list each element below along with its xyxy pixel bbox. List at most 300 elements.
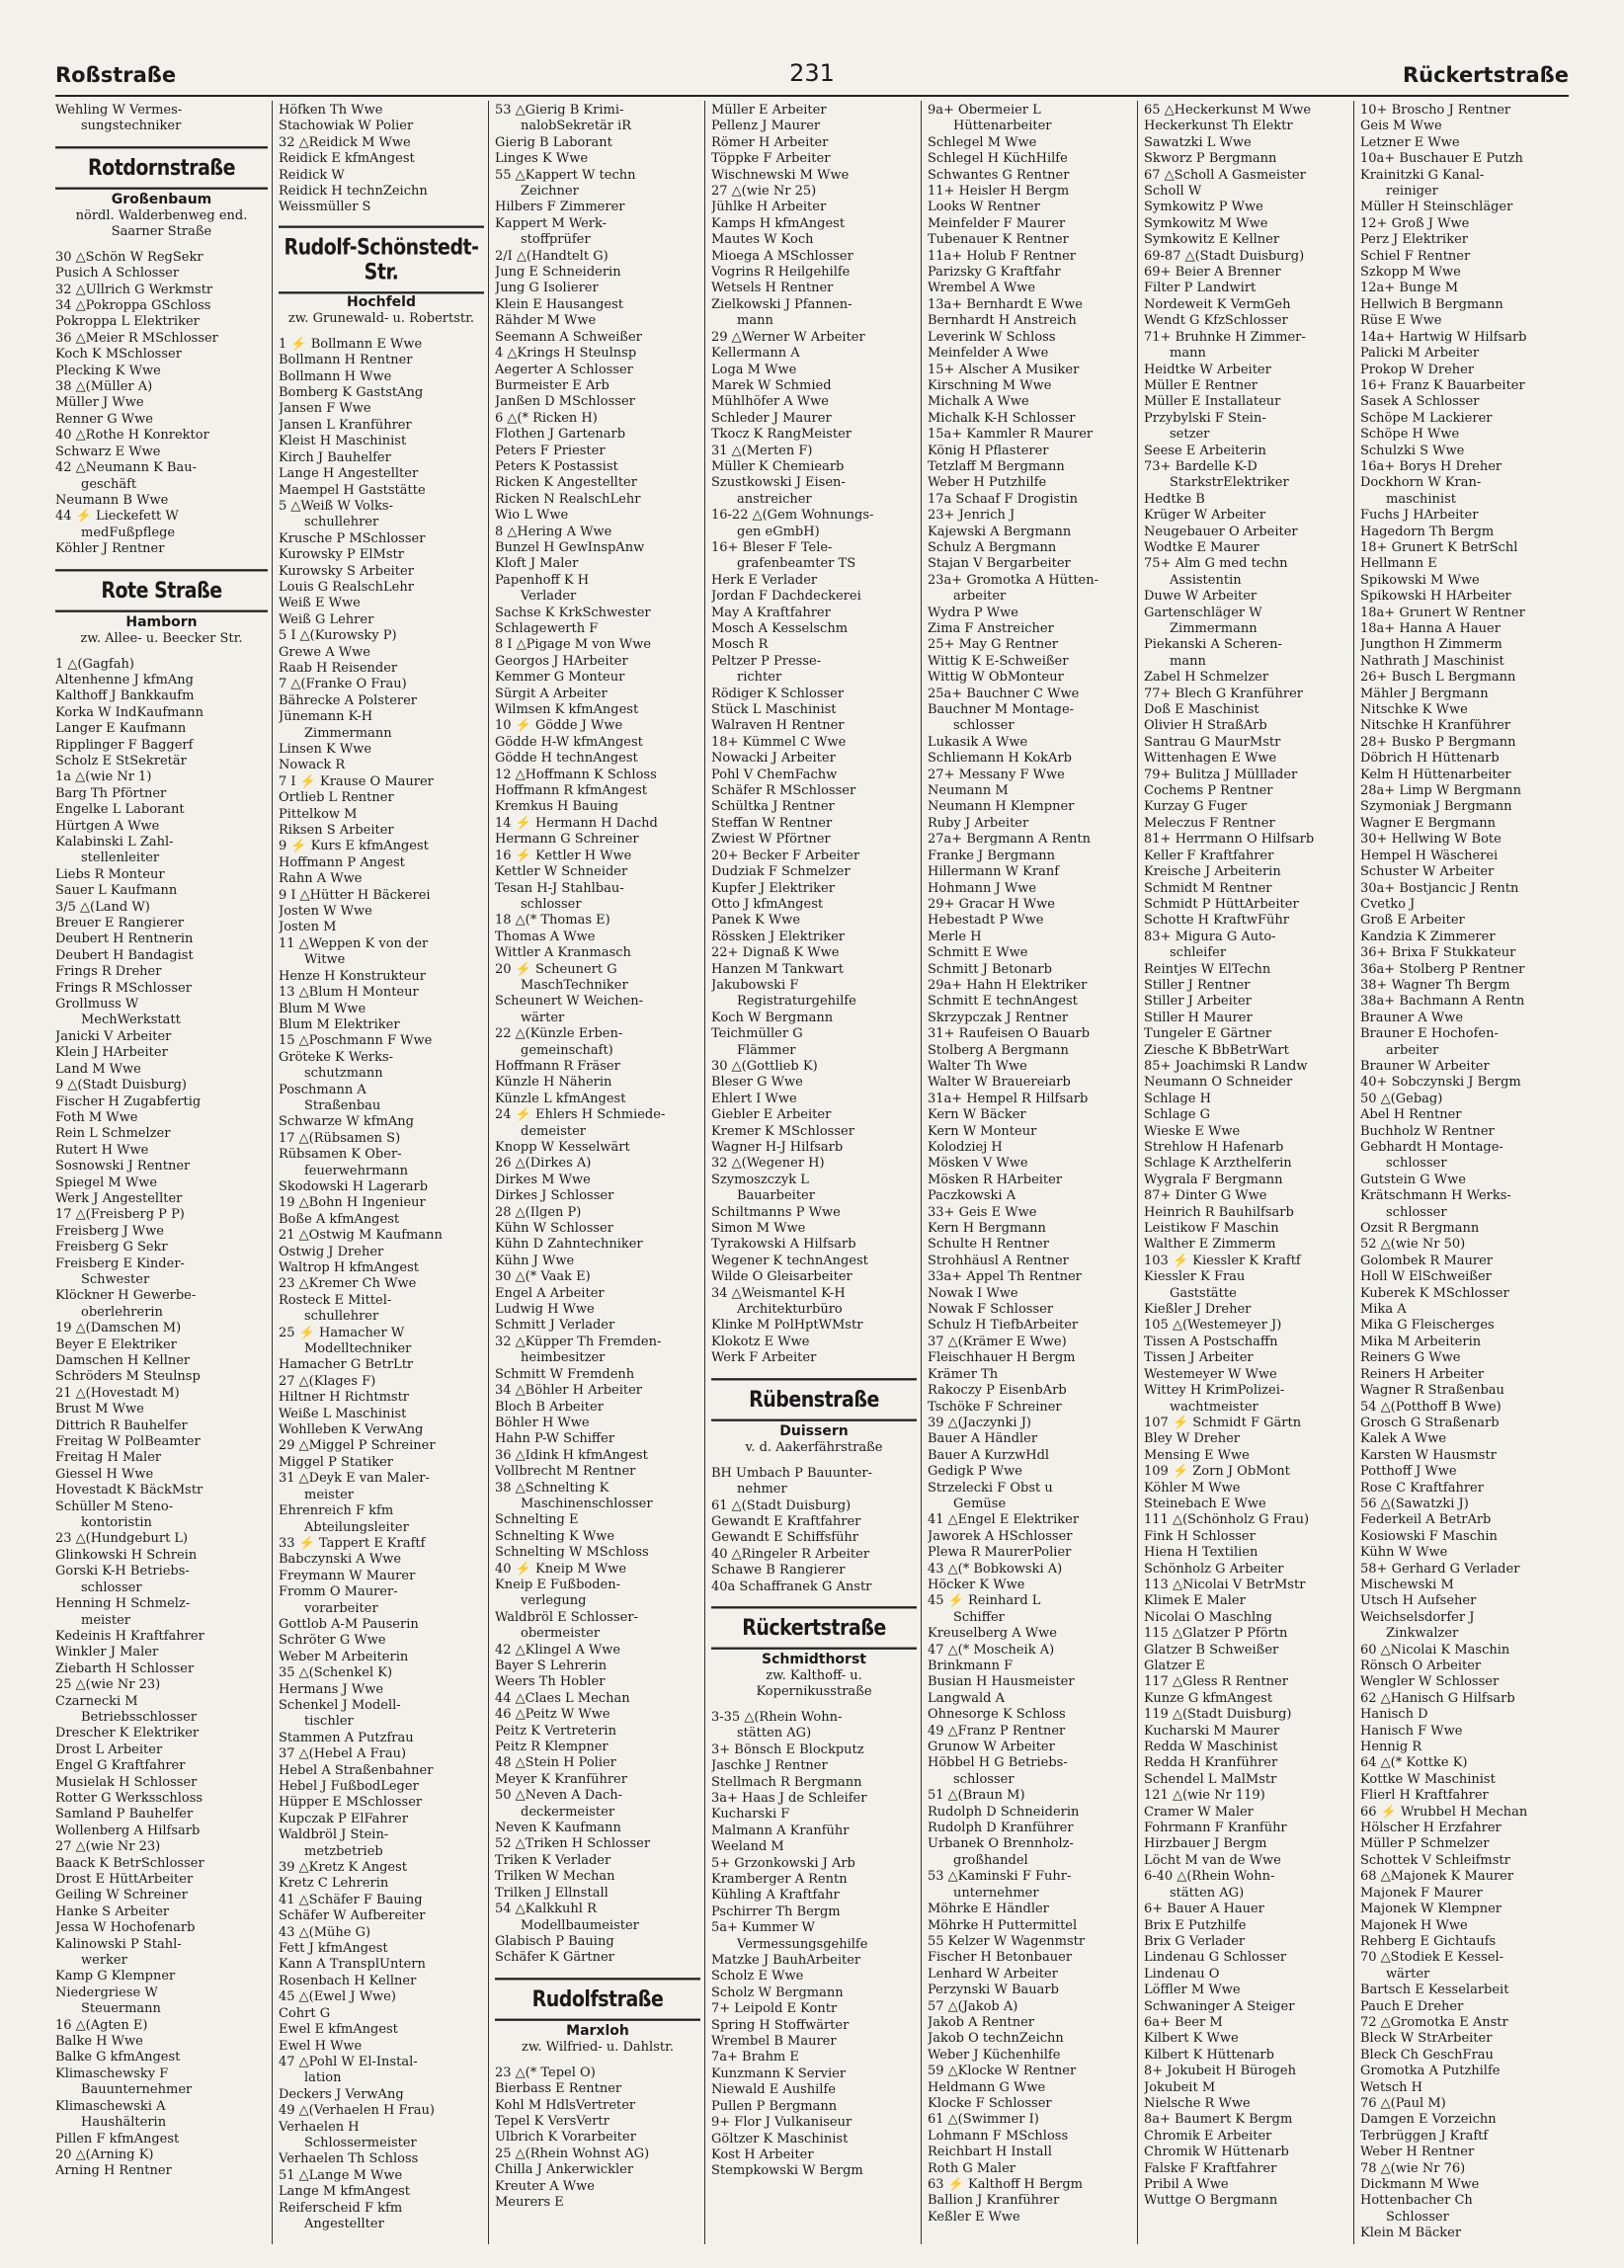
entry-continuation: Schwester xyxy=(81,1271,150,1287)
directory-entry: Engel G Kraftfahrer xyxy=(55,1758,186,1774)
directory-entry: Hanisch D xyxy=(1360,1707,1428,1723)
directory-entry: Schäfer K Gärtner xyxy=(495,1950,614,1966)
header-right-street: Rückertstraße xyxy=(1402,63,1569,87)
directory-entry: Kalthoff J Bankkaufm xyxy=(55,688,195,704)
directory-entry: Künzle L kfmAngest xyxy=(495,1091,626,1106)
directory-entry: Schlagewerth F xyxy=(495,621,599,636)
directory-entry: Müller H Steinschläger xyxy=(1360,200,1513,215)
directory-entry: Aegerter A Schlosser xyxy=(495,362,633,377)
district-label: Hamborn xyxy=(125,613,198,630)
entry-continuation: grafenbeamter TS xyxy=(737,556,856,572)
directory-entry: Bayer S Lehrerin xyxy=(495,1659,608,1673)
entry-continuation: Zimmermann xyxy=(1170,621,1258,636)
directory-entry: Steffan W Rentner xyxy=(711,815,833,831)
directory-entry: Klimaschewsky F xyxy=(55,2066,169,2081)
directory-entry: Zabel H Schmelzer xyxy=(1144,670,1269,686)
directory-entry: 25 △(Rhein Wohnst AG) xyxy=(495,2146,650,2161)
directory-entry: Cramer W Maler xyxy=(1144,1804,1254,1820)
directory-entry: Abel H Rentner xyxy=(1360,1107,1462,1123)
directory-entry: Groß E Arbeiter xyxy=(1360,913,1465,929)
directory-entry: 48 △Stein H Polier xyxy=(495,1755,616,1771)
directory-entry: Potthoff J Wwe xyxy=(1360,1464,1457,1480)
column-7 xyxy=(1353,101,1569,2244)
directory-entry: Löcht M van de Wwe xyxy=(1144,1852,1281,1868)
directory-entry: 32 △Ullrich G Werkmstr xyxy=(55,282,213,297)
directory-entry: 34 △Pokroppa GSchloss xyxy=(55,298,211,314)
directory-entry: 10a+ Buschauer E Putzh xyxy=(1360,151,1523,167)
column-6 xyxy=(1137,101,1353,2244)
directory-entry: Dirkes M Wwe xyxy=(495,1172,591,1187)
district-label: Schmidthorst xyxy=(762,1651,866,1667)
directory-entry: Gödde H technAngest xyxy=(495,751,638,767)
header-left-street: Roßstraße xyxy=(55,63,177,87)
entry-continuation: demeister xyxy=(521,1123,586,1139)
entry-continuation: obermeister xyxy=(521,1626,601,1642)
directory-entry: Kalinowski P Stahl- xyxy=(55,1936,182,1952)
entry-continuation: schleifer xyxy=(1170,945,1227,961)
directory-entry: Rössken J Elektriker xyxy=(711,929,845,944)
directory-entry: Skrzypczak J Rentner xyxy=(928,1010,1069,1025)
directory-entry: Redda H Kranführer xyxy=(1144,1755,1278,1771)
directory-entry: 31+ Raufeisen O Bauarb xyxy=(928,1026,1091,1042)
directory-entry: Papenhoff K H xyxy=(495,572,590,588)
directory-entry: Tungeler E Gärtner xyxy=(1144,1026,1272,1042)
directory-entry: Wittig K E-Schweißer xyxy=(928,653,1069,669)
directory-entry: Herk E Verlader xyxy=(711,572,818,588)
entry-continuation: Maschinenschlosser xyxy=(521,1496,653,1511)
directory-entry: Wittig W ObMonteur xyxy=(928,670,1064,686)
directory-entry: Klimaschewski A xyxy=(55,2098,166,2114)
directory-entry: 5+ Grzonkowski J Arb xyxy=(711,1855,855,1871)
directory-entry: 11 △Weppen K von der xyxy=(279,935,429,951)
directory-entry: Wittenhagen E Wwe xyxy=(1144,751,1277,767)
directory-entry: 22+ Dignaß K Wwe xyxy=(711,945,840,961)
directory-entry: Mähler J Bergmann xyxy=(1360,686,1489,701)
directory-entry: Hiena H Textilien xyxy=(1144,1545,1259,1561)
directory-entry: Ehlert I Wwe xyxy=(711,1091,797,1106)
directory-entry: Hagedorn Th Bergm xyxy=(1360,524,1495,539)
directory-entry: Hiltner H Richtmstr xyxy=(279,1390,410,1406)
directory-entry: Glabisch P Bauing xyxy=(495,1933,614,1949)
directory-entry: Blum M Elektriker xyxy=(279,1016,400,1032)
directory-entry: 38 △Schnelting K xyxy=(495,1480,609,1496)
directory-entry: Gröteke K Werks- xyxy=(279,1049,394,1065)
directory-entry: Hedtke B xyxy=(1144,491,1205,507)
directory-entry: 23 △(* Tepel O) xyxy=(495,2065,596,2080)
directory-entry: Reichbart H Install xyxy=(928,2145,1052,2160)
directory-entry: 19 △(Damschen M) xyxy=(55,1321,182,1336)
directory-entry: Josten M xyxy=(279,920,337,935)
directory-entry: 23+ Jenrich J xyxy=(928,508,1015,524)
directory-entry: 8a+ Baumert K Bergm xyxy=(1144,2112,1293,2128)
directory-entry: Verhaelen H xyxy=(279,2119,360,2135)
directory-entry: Grollmuss W xyxy=(55,997,139,1012)
directory-entry: 62 △Hanisch G Hilfsarb xyxy=(1360,1690,1515,1706)
directory-entry: 32 △(Wegener H) xyxy=(711,1156,825,1172)
directory-entry: Schäfer W Aufbereiter xyxy=(279,1908,426,1924)
directory-entry: 117 △Gless R Rentner xyxy=(1144,1674,1288,1690)
area-description: v. d. Aakerfährstraße xyxy=(745,1439,883,1455)
directory-entry: 36a+ Stolberg P Rentner xyxy=(1360,961,1525,977)
directory-entry: Louis G RealschLehr xyxy=(279,579,414,595)
directory-entry: Kurowsky S Arbeiter xyxy=(279,563,414,579)
directory-entry: Krätschmann H Werks- xyxy=(1360,1188,1511,1204)
directory-entry: Maempel H Gaststätte xyxy=(279,482,426,498)
entry-continuation: heimbesitzer xyxy=(521,1350,606,1366)
directory-entry: Kern W Monteur xyxy=(928,1123,1037,1139)
directory-entry: Mosch A Kesselschm xyxy=(711,621,849,636)
directory-entry: 27 △(wie Nr 25) xyxy=(711,184,817,200)
directory-entry: Jaworek A HSchlosser xyxy=(928,1528,1073,1544)
directory-entry: 73+ Bardelle K-D xyxy=(1144,458,1258,474)
directory-entry: Stiller H Maurer xyxy=(1144,1010,1253,1025)
directory-entry: Scholz E Wwe xyxy=(711,1969,804,1984)
directory-entry: Schenkel J Modell- xyxy=(279,1697,401,1713)
directory-entry: Kucharski F xyxy=(711,1807,790,1822)
directory-entry: Kirschning M Wwe xyxy=(928,377,1052,393)
directory-entry: Fuchs J HArbeiter xyxy=(1360,508,1479,524)
directory-entry: Szymoniak J Bergmann xyxy=(1360,799,1512,815)
directory-entry: Heckerkunst Th Elektr xyxy=(1144,119,1293,134)
directory-entry: Linges K Wwe xyxy=(495,151,589,167)
directory-entry: Klimek E Maler xyxy=(1144,1593,1246,1609)
directory-entry: 60 △Nicolai K Maschin xyxy=(1360,1642,1510,1658)
directory-entry: Perz J Elektriker xyxy=(1360,232,1468,248)
directory-entry: Bierbass E Rentner xyxy=(495,2081,622,2097)
directory-entry: 12 △Hoffmann K Schloss xyxy=(495,767,657,782)
directory-entry: 26+ Busch L Bergmann xyxy=(1360,670,1516,686)
directory-entry: Chromik E Arbeiter xyxy=(1144,2128,1272,2144)
directory-entry: Strehlow H Hafenarb xyxy=(1144,1140,1284,1155)
entry-continuation: Zimmermann xyxy=(304,725,392,741)
directory-entry: 33a+ Appel Th Rentner xyxy=(928,1269,1082,1285)
entry-continuation: Schlossermeister xyxy=(304,2135,417,2150)
directory-entry: Klein M Bäcker xyxy=(1360,2226,1462,2241)
directory-entry: Fett J kfmAngest xyxy=(279,1941,388,1957)
directory-entry: Brix E Putzhilfe xyxy=(1144,1917,1247,1933)
entry-continuation: Flämmer xyxy=(737,1042,796,1058)
directory-entry: 54 △(Potthoff B Wwe) xyxy=(1360,1399,1502,1415)
directory-entry: Schotte H KraftwFühr xyxy=(1144,913,1289,929)
directory-entry: 61 △(Stadt Duisburg) xyxy=(711,1498,852,1513)
directory-entry: Kunze G kfmAngest xyxy=(1144,1690,1273,1706)
directory-entry: Liebs R Monteur xyxy=(55,866,165,882)
directory-entry: 18a+ Hanna A Hauer xyxy=(1360,621,1501,636)
directory-entry: Zima F Anstreicher xyxy=(928,621,1054,636)
directory-entry: Bernhardt H Anstreich xyxy=(928,313,1077,329)
directory-entry: 38 △(Müller A) xyxy=(55,379,153,395)
directory-entry: 56 △(Sawatzki J) xyxy=(1360,1496,1469,1511)
directory-entry: Ulbrich K Vorarbeiter xyxy=(495,2130,636,2146)
district-label: Duissern xyxy=(779,1422,849,1439)
directory-entry: Olivier H StraßArb xyxy=(1144,718,1267,734)
directory-entry: Miggel P Statiker xyxy=(279,1454,394,1470)
directory-entry: 49 △(Verhaelen H Frau) xyxy=(279,2103,435,2119)
directory-entry: Bollmann H Rentner xyxy=(279,353,413,368)
directory-entry: Stolberg A Bergmann xyxy=(928,1042,1069,1058)
entry-continuation: werker xyxy=(81,1953,127,1969)
directory-entry: Kneip E Fußboden- xyxy=(495,1577,621,1592)
directory-entry: Kuberek K MSchlosser xyxy=(1360,1285,1509,1301)
directory-entry: Freitag W PolBeamter xyxy=(55,1434,201,1450)
directory-entry: Hoffmann R Fräser xyxy=(495,1058,620,1074)
directory-entry: Skodowski H Lagerarb xyxy=(279,1178,429,1194)
directory-entry: Mika M Arbeiterin xyxy=(1360,1334,1482,1349)
entry-continuation: Bauunternehmer xyxy=(81,2082,193,2098)
directory-entry: Scholz W Bergmann xyxy=(711,1984,844,2000)
directory-entry: Renner G Wwe xyxy=(55,411,153,427)
directory-entry: Freisberg J Wwe xyxy=(55,1223,164,1239)
directory-entry: Frings R Dreher xyxy=(55,964,162,980)
directory-entry: Brinkmann F xyxy=(928,1659,1014,1673)
directory-entry: 30a+ Bostjancic J Rentn xyxy=(1360,880,1519,896)
directory-entry: 47 △(* Moscheik A) xyxy=(928,1642,1055,1658)
directory-entry: Gebhardt H Montage- xyxy=(1360,1140,1503,1155)
directory-entry: Hebel A Straßenbahner xyxy=(279,1762,434,1778)
directory-entry: 36+ Brixa F Stukkateur xyxy=(1360,945,1516,961)
directory-entry: 105 △(Westemeyer J) xyxy=(1144,1318,1282,1334)
directory-entry: Hillermann W Kranf xyxy=(928,864,1060,880)
directory-entry: Hanke S Arbeiter xyxy=(55,1904,170,1919)
directory-entry: Koch K MSchlosser xyxy=(55,347,182,363)
directory-entry: 67 △Scholl A Gasmeister xyxy=(1144,167,1306,183)
directory-entry: Deubert H Bandagist xyxy=(55,947,194,963)
entry-continuation: stätten AG) xyxy=(737,1726,812,1742)
entry-continuation: schlosser xyxy=(81,1580,142,1595)
directory-entry: Müller E Installateur xyxy=(1144,394,1281,410)
directory-entry: Pohl V ChemFachw xyxy=(711,767,838,782)
directory-entry: 35 △(Schenkel K) xyxy=(279,1665,393,1681)
directory-entry: Bomberg K GaststAng xyxy=(279,385,424,401)
directory-entry: Peters K Postassist xyxy=(495,458,618,474)
directory-entry: Scheunert W Weichen- xyxy=(495,994,644,1010)
directory-entry: 45 △(Ewel J Wwe) xyxy=(279,1989,396,2005)
directory-entry: Majonek W Klempner xyxy=(1360,1902,1502,1917)
directory-entry: Lenhard W Arbeiter xyxy=(928,1966,1058,1982)
directory-entry: Hilbers F Zimmerer xyxy=(495,200,625,215)
column-2 xyxy=(272,101,488,2244)
directory-entry: Piekanski A Scheren- xyxy=(1144,637,1282,653)
directory-entry: Poschmann A xyxy=(279,1082,366,1097)
directory-entry: Bleser G Wwe xyxy=(711,1075,803,1091)
directory-entry: Majonek H Wwe xyxy=(1360,1917,1468,1933)
directory-entry: Pusich A Schlosser xyxy=(55,266,180,282)
directory-entry: Schmitt J Betonarb xyxy=(928,961,1052,977)
directory-entry: Krainitzki G Kanal- xyxy=(1360,167,1485,183)
directory-entry: Deubert H Rentnerin xyxy=(55,932,194,947)
directory-entry: 30 △Schön W RegSekr xyxy=(55,249,203,265)
entry-continuation: gemeinschaft) xyxy=(521,1042,613,1058)
directory-entry: Bauer A Händler xyxy=(928,1431,1038,1447)
directory-entry: Szkopp M Wwe xyxy=(1360,265,1461,281)
entry-continuation: Vermessungsgehilfe xyxy=(737,1936,868,1952)
directory-entry: 21 △Ostwig M Kaufmann xyxy=(279,1228,443,1244)
directory-entry: Chromik W Hüttenarb xyxy=(1144,2145,1289,2160)
entry-continuation: verlegung xyxy=(521,1593,587,1609)
directory-entry: Ludwig H Wwe xyxy=(495,1302,595,1318)
entry-continuation: MechWerkstatt xyxy=(81,1012,181,1028)
directory-entry: 7 △(Franke O Frau) xyxy=(279,677,407,692)
directory-entry: König H Pflasterer xyxy=(928,443,1049,458)
directory-entry: Cohrt G xyxy=(279,2005,331,2021)
directory-entry: Kremer K MSchlosser xyxy=(711,1123,854,1139)
directory-entry: May A Kraftfahrer xyxy=(711,605,831,620)
directory-entry: 17 △(Rübsamen S) xyxy=(279,1130,401,1146)
directory-entry: Rehberg E Gichtaufs xyxy=(1360,1933,1497,1949)
directory-entry: Schröter G Wwe xyxy=(279,1633,386,1649)
entry-continuation: stätten AG) xyxy=(1170,1885,1245,1901)
directory-entry: Nowak I Wwe xyxy=(928,1285,1018,1301)
directory-entry: 14a+ Hartwig W Hilfsarb xyxy=(1360,329,1527,345)
directory-entry: Wydra P Wwe xyxy=(928,605,1018,620)
entry-continuation: schlosser xyxy=(953,718,1015,734)
entry-continuation: Betriebsschlosser xyxy=(81,1709,198,1725)
entry-continuation: Gaststätte xyxy=(1170,1285,1237,1301)
directory-entry: Triken K Verlader xyxy=(495,1852,611,1868)
directory-entry: Jühlke H Arbeiter xyxy=(711,200,827,215)
directory-entry: Meurers E xyxy=(495,2194,564,2210)
directory-entry: Rönsch O Arbeiter xyxy=(1360,1659,1482,1673)
directory-entry: Ricken K Angestellter xyxy=(495,475,637,491)
directory-entry: Bollmann H Wwe xyxy=(279,368,392,384)
directory-entry: Neumann O Schneider xyxy=(1144,1075,1293,1091)
directory-entry: 3-35 △(Rhein Wohn- xyxy=(711,1709,843,1725)
directory-entry: Walter Th Wwe xyxy=(928,1058,1027,1074)
directory-entry: Leistikow F Maschin xyxy=(1144,1221,1279,1237)
directory-entry: Jung E Schneiderin xyxy=(495,265,621,281)
directory-entry: Otto J kfmAngest xyxy=(711,896,824,912)
directory-entry: Krämer Th xyxy=(928,1366,999,1382)
area-description: zw. Wilfried- u. Dahlstr. xyxy=(521,2039,675,2055)
directory-entry: 5 I △(Kurowsky P) xyxy=(279,628,397,644)
directory-entry: Brauner A Wwe xyxy=(1360,1010,1464,1025)
directory-entry: Jokubeit M xyxy=(1144,2079,1216,2095)
directory-entry: Schültka J Rentner xyxy=(711,799,835,815)
area-description: Saarner Straße xyxy=(111,223,212,239)
directory-entry: Lange M kfmAngest xyxy=(279,2184,411,2200)
directory-columns xyxy=(55,101,1569,2244)
directory-entry: Wetsels H Rentner xyxy=(711,281,834,296)
directory-entry: 25 ⚡ Hamacher W xyxy=(279,1325,405,1340)
directory-entry: Schnelting E xyxy=(495,1512,579,1528)
directory-entry: Pittelkow M xyxy=(279,806,358,822)
directory-entry: Brauner E Hochofen- xyxy=(1360,1026,1499,1042)
directory-entry: Lange H Angestellter xyxy=(279,466,419,482)
entry-continuation: mann xyxy=(1170,653,1206,669)
directory-entry: Wrembel A Wwe xyxy=(928,281,1036,296)
directory-entry: Kajewski A Bergmann xyxy=(928,524,1072,539)
directory-entry: BH Umbach P Bauunter- xyxy=(711,1465,872,1481)
directory-entry: Schmitt W Fremdenh xyxy=(495,1366,635,1382)
directory-entry: Bährecke A Polsterer xyxy=(279,692,418,708)
directory-entry: Kreuselberg A Wwe xyxy=(928,1626,1057,1642)
directory-entry: Möhrke E Händler xyxy=(928,1902,1049,1917)
directory-entry: Schawe B Rangierer xyxy=(711,1563,846,1579)
directory-entry: Merle H xyxy=(928,929,982,944)
entry-continuation: schlosser xyxy=(1386,1204,1447,1220)
directory-entry: Jansen L Kranführer xyxy=(279,417,412,433)
directory-entry: Jakubowski F xyxy=(711,977,799,993)
directory-entry: Steinebach E Wwe xyxy=(1144,1496,1266,1511)
directory-entry: Stempkowski W Bergm xyxy=(711,2163,863,2179)
area-description: nördl. Walderbenweg end. xyxy=(75,207,248,223)
directory-entry: Müller E Arbeiter xyxy=(711,103,827,118)
directory-entry: 26 △(Dirkes A) xyxy=(495,1156,592,1172)
directory-entry: Klein J HArbeiter xyxy=(55,1045,168,1061)
directory-entry: 81+ Herrmann O Hilfsarb xyxy=(1144,832,1315,848)
directory-entry: Nielsche R Wwe xyxy=(1144,2095,1251,2111)
directory-entry: Gewandt E Schiffsführ xyxy=(711,1530,859,1546)
directory-entry: Freisberg G Sekr xyxy=(55,1240,168,1256)
spacer xyxy=(711,1456,917,1466)
directory-entry: Kosiowski F Maschin xyxy=(1360,1528,1498,1544)
directory-entry: Kalabinski L Zahl- xyxy=(55,835,174,850)
directory-entry: Kreische J Arbeiterin xyxy=(1144,864,1281,880)
directory-entry: Rahn A Wwe xyxy=(279,871,363,887)
directory-entry: Palicki M Arbeiter xyxy=(1360,346,1480,362)
directory-entry: Jakob A Rentner xyxy=(928,2014,1034,2030)
directory-entry: 22 △(Künzle Erben- xyxy=(495,1026,623,1042)
directory-entry: Rose C Kraftfahrer xyxy=(1360,1480,1484,1496)
directory-entry: Kettler W Schneider xyxy=(495,864,628,880)
directory-entry: Nowacki J Arbeiter xyxy=(711,751,836,767)
directory-entry: 23 △(Hundgeburt L) xyxy=(55,1531,189,1547)
directory-entry: Szymoszczyk L xyxy=(711,1172,809,1187)
directory-entry: Skworz P Bergmann xyxy=(1144,151,1277,167)
entry-continuation: arbeiter xyxy=(953,589,1007,605)
directory-entry: Flierl H Kraftfahrer xyxy=(1360,1788,1489,1804)
directory-entry: Wieske E Wwe xyxy=(1144,1123,1241,1139)
directory-entry: Meleczus F Rentner xyxy=(1144,815,1275,831)
directory-entry: Ostwig J Dreher xyxy=(279,1244,384,1259)
directory-entry: Wohlleben K VerwAng xyxy=(279,1422,424,1438)
directory-entry: Jaschke J Rentner xyxy=(711,1758,828,1774)
spacer xyxy=(279,327,484,337)
district-label: Hochfeld xyxy=(346,293,416,310)
entry-continuation: meister xyxy=(304,1487,354,1502)
directory-entry: 19 △Bohn H Ingenieur xyxy=(279,1195,426,1211)
directory-entry: Wischnewski M Wwe xyxy=(711,167,850,183)
directory-entry: Chilla J Ankerwickler xyxy=(495,2162,634,2178)
directory-entry: Balke G kfmAngest xyxy=(55,2050,181,2066)
directory-entry: Kreuter A Wwe xyxy=(495,2178,595,2194)
entry-continuation: schlosser xyxy=(953,1771,1015,1787)
directory-entry: Hempel H Wäscherei xyxy=(1360,848,1499,863)
directory-entry: Grewe A Wwe xyxy=(279,644,370,660)
directory-entry: Rudolph D Schneiderin xyxy=(928,1804,1080,1820)
entry-continuation: mann xyxy=(1170,346,1206,362)
directory-entry: Stiller J Arbeiter xyxy=(1144,994,1252,1010)
directory-entry: 25+ May G Rentner xyxy=(928,637,1058,653)
directory-entry: 45 ⚡ Reinhard L xyxy=(928,1593,1041,1609)
directory-entry: 76 △(Paul M) xyxy=(1360,2095,1446,2111)
directory-entry: 63 ⚡ Kalthoff H Bergm xyxy=(928,2177,1083,2192)
directory-entry: Dudziak F Schmelzer xyxy=(711,864,851,880)
directory-entry: 119 △(Stadt Duisburg) xyxy=(1144,1707,1292,1723)
directory-entry: Kühn J Wwe xyxy=(495,1253,575,1268)
entry-continuation: kontoristin xyxy=(81,1515,152,1531)
directory-entry: 13a+ Bernhardt E Wwe xyxy=(928,296,1083,312)
directory-entry: 31 △Deyk E van Maler- xyxy=(279,1471,430,1487)
entry-continuation: gen eGmbH) xyxy=(737,524,820,539)
directory-entry: Santrau G MaurMstr xyxy=(1144,734,1281,750)
directory-entry: 50 △(Gebag) xyxy=(1360,1091,1443,1106)
directory-entry: Kost H Arbeiter xyxy=(711,2146,814,2162)
directory-entry: 5a+ Kummer W xyxy=(711,1920,815,1936)
directory-entry: Weeland M xyxy=(711,1839,784,1855)
directory-entry: 18a+ Grunert W Rentner xyxy=(1360,605,1525,620)
directory-entry: Kühling A Kraftfahr xyxy=(711,1888,840,1904)
